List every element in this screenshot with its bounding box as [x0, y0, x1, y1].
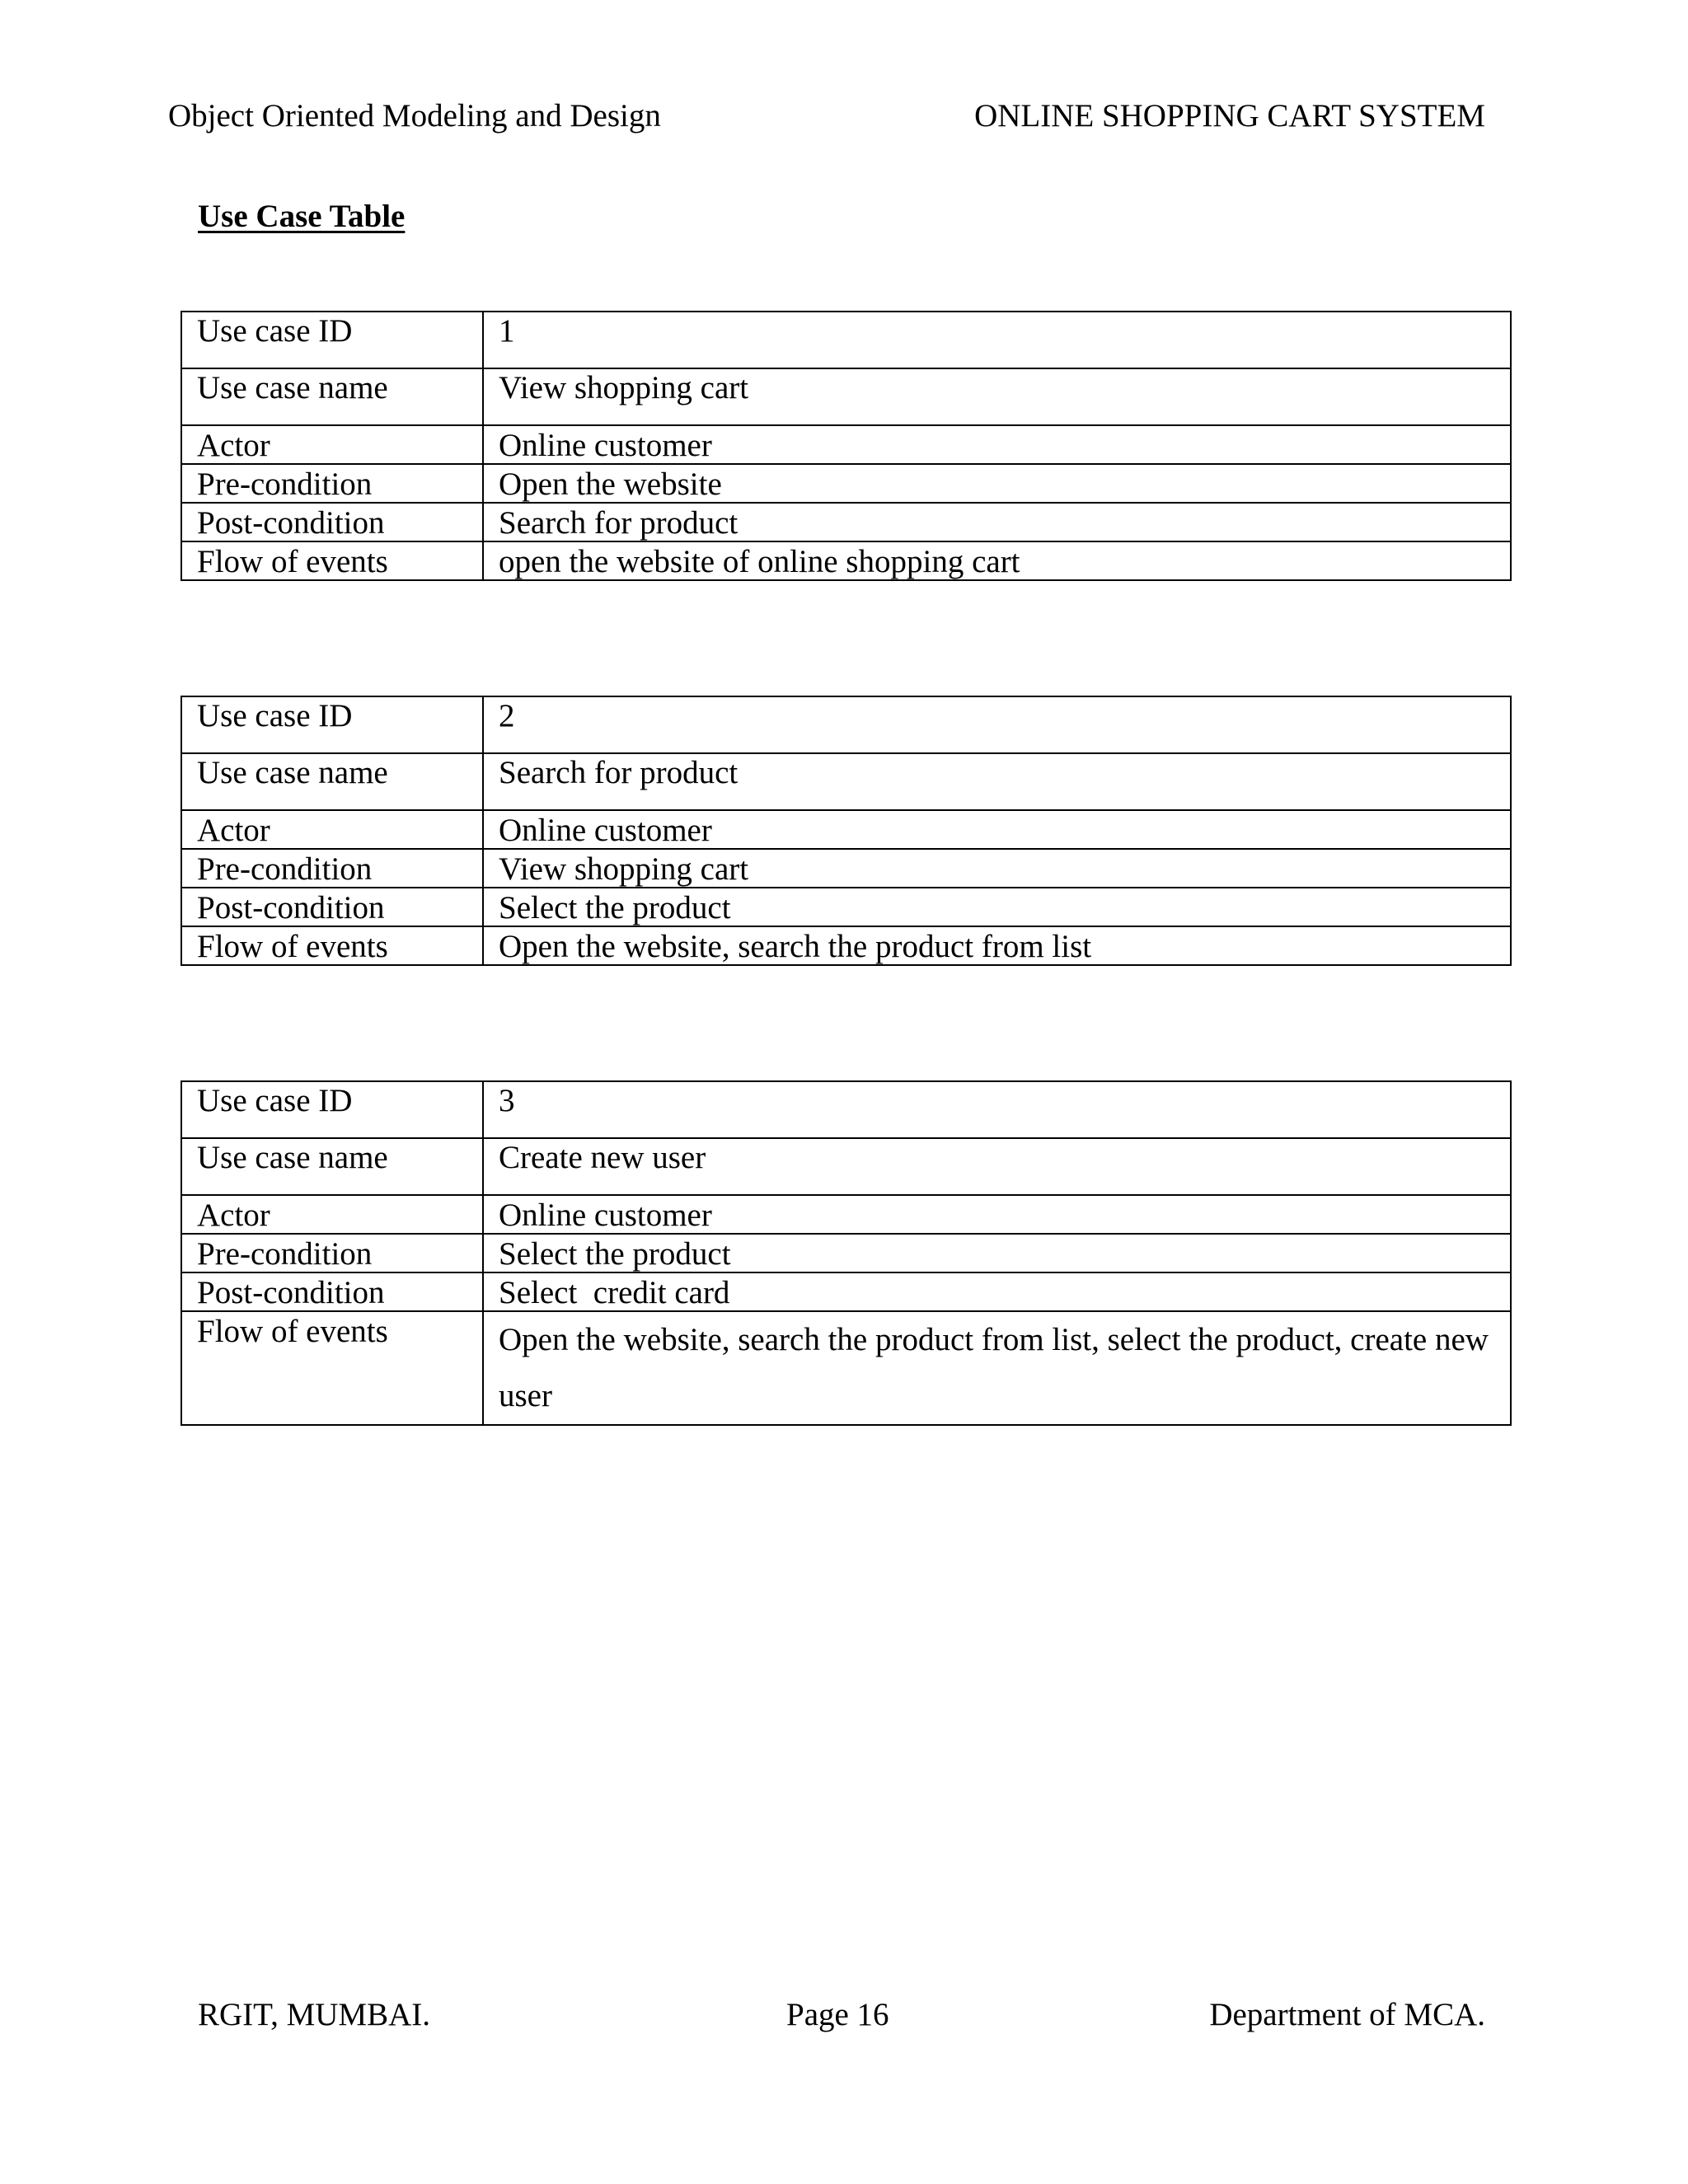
row-value: Select the product	[499, 1236, 731, 1272]
row-label: Use case name	[181, 1138, 483, 1195]
header-project-title: ONLINE SHOPPING CART SYSTEM	[974, 98, 1485, 134]
row-label: Use case name	[181, 368, 483, 425]
row-label: Flow of events	[197, 544, 388, 579]
table-row	[181, 810, 1511, 849]
row-value: Online customer	[499, 428, 712, 463]
header-course-title: Object Oriented Modeling and Design	[168, 98, 661, 134]
table-row	[181, 425, 1511, 464]
row-value: 2	[483, 696, 1511, 753]
use-case-table-3	[181, 1080, 1512, 1426]
row-label: Use case ID	[181, 312, 483, 368]
table-row	[181, 1195, 1511, 1234]
table-row	[181, 503, 1511, 541]
row-label: Flow of events	[197, 929, 388, 964]
row-value-cell	[483, 888, 1511, 926]
row-label: Pre-condition	[197, 851, 373, 887]
table-row	[181, 926, 1511, 965]
row-value: Open the website	[499, 466, 722, 502]
row-label: Post-condition	[197, 1275, 385, 1310]
row-label-cell	[181, 926, 483, 965]
row-label-cell	[181, 849, 483, 888]
row-value-cell	[483, 541, 1511, 580]
row-value: 1	[483, 312, 1511, 368]
table-row	[181, 849, 1511, 888]
row-label-cell	[181, 888, 483, 926]
use-case-table-2	[181, 696, 1512, 966]
row-value-cell	[483, 1195, 1511, 1234]
table-row	[181, 464, 1511, 503]
table-row	[181, 696, 1511, 753]
row-label-cell	[181, 810, 483, 849]
row-value-cell	[483, 1234, 1511, 1272]
table-row	[181, 1272, 1511, 1311]
row-value-cell	[483, 926, 1511, 965]
row-label-cell	[181, 541, 483, 580]
row-label-cell	[181, 1311, 483, 1425]
row-label: Pre-condition	[197, 1236, 373, 1272]
row-label: Actor	[197, 1197, 270, 1233]
table-row	[181, 368, 1511, 425]
row-value: Online customer	[499, 813, 712, 848]
footer-department: Department of MCA.	[1209, 1997, 1485, 2032]
row-label: Use case ID	[181, 696, 483, 753]
table-row	[181, 1138, 1511, 1195]
table-row	[181, 888, 1511, 926]
row-label: Use case ID	[181, 1081, 483, 1138]
use-case-table-1	[181, 311, 1512, 581]
row-label-cell	[181, 1234, 483, 1272]
row-value: Select the product	[499, 890, 731, 926]
row-value: Search for product	[483, 753, 1511, 810]
row-value-cell	[483, 503, 1511, 541]
table-row	[181, 541, 1511, 580]
row-label: Pre-condition	[197, 466, 373, 502]
row-value-cell	[483, 849, 1511, 888]
row-label: Flow of events	[197, 1314, 388, 1349]
row-value: View shopping cart	[483, 368, 1511, 425]
row-value: Create new user	[483, 1138, 1511, 1195]
row-value-cell	[483, 1272, 1511, 1311]
footer-page-number: Page 16	[786, 1997, 889, 2032]
row-value: Open the website, search the product from list	[499, 929, 1092, 964]
row-label-cell	[181, 1272, 483, 1311]
row-label: Actor	[197, 813, 270, 848]
table-row	[181, 1234, 1511, 1272]
row-value: View shopping cart	[499, 851, 749, 887]
row-value: 3	[483, 1081, 1511, 1138]
row-label: Actor	[197, 428, 270, 463]
row-value: Online customer	[499, 1197, 712, 1233]
row-value: Search for product	[499, 505, 738, 541]
row-label-cell	[181, 1195, 483, 1234]
section-heading: Use Case Table	[198, 199, 406, 234]
row-label-cell	[181, 464, 483, 503]
row-label-cell	[181, 425, 483, 464]
row-label: Use case name	[181, 753, 483, 810]
table-row	[181, 1311, 1511, 1425]
row-value-cell	[483, 464, 1511, 503]
row-value: open the website of online shopping cart	[499, 544, 1020, 579]
row-value-cell	[483, 425, 1511, 464]
row-label: Post-condition	[197, 505, 385, 541]
table-row	[181, 1081, 1511, 1138]
footer-institution: RGIT, MUMBAI.	[198, 1997, 431, 2032]
row-value: Select credit card	[499, 1275, 730, 1310]
table-row	[181, 753, 1511, 810]
table-row	[181, 312, 1511, 368]
row-value: Open the website, search the product from list, select the product, create new user	[483, 1311, 1511, 1425]
row-value-cell	[483, 810, 1511, 849]
row-label: Post-condition	[197, 890, 385, 926]
row-label-cell	[181, 503, 483, 541]
